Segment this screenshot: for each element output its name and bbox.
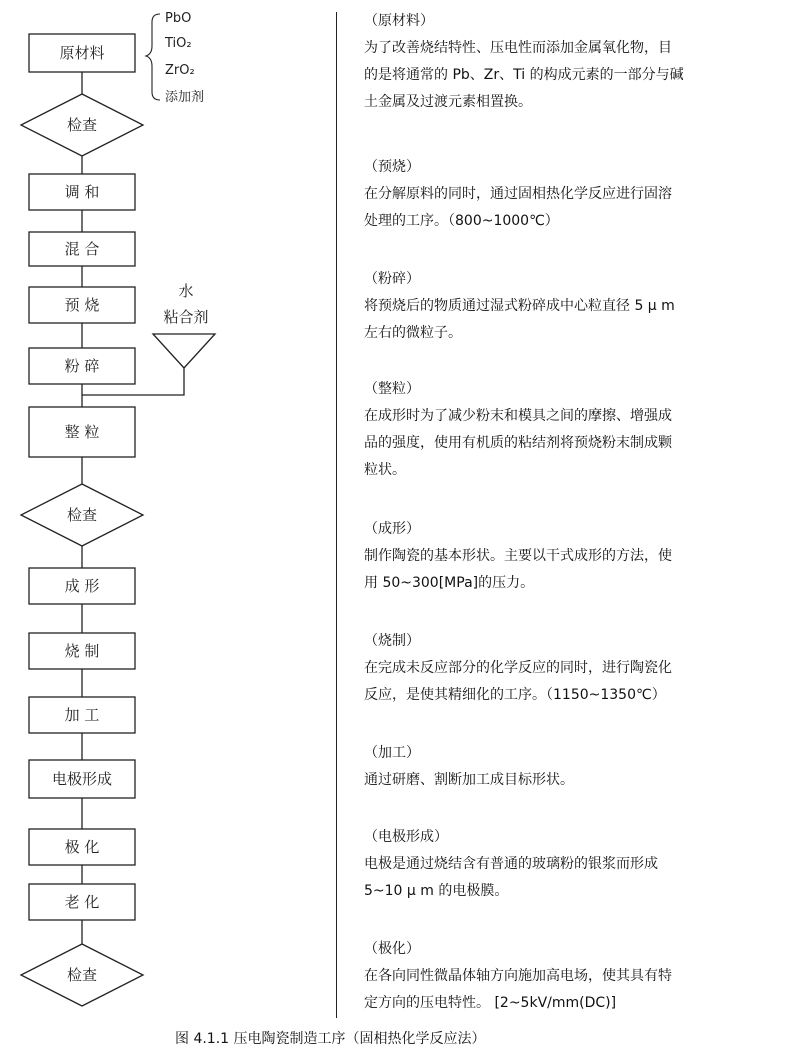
note-title: （预烧） [364, 159, 420, 175]
note-section [364, 378, 779, 484]
note-line: 在成形时为了减少粉末和模具之间的摩擦、增强成 [364, 408, 672, 424]
note-line: 5~10 μ m 的电极膜。 [364, 883, 509, 899]
note-section [364, 156, 779, 235]
raw-material-label: 添加剂 [165, 90, 205, 105]
note-line: 通过研磨、割断加工成目标形状。 [364, 772, 574, 788]
note-line: 电极是通过烧结含有普通的玻璃粉的银浆而形成 [364, 856, 658, 872]
step-label: 极 化 [64, 838, 100, 856]
note-title: （电极形成） [364, 829, 448, 845]
note-body [364, 293, 779, 347]
note-title: （加工） [364, 745, 420, 761]
step-label: 混 合 [64, 240, 100, 258]
step-label: 预 烧 [64, 296, 100, 314]
note-line: 在分解原料的同时，通过固相热化学反应进行固溶 [364, 186, 672, 202]
note-line: 在完成未反应部分的化学反应的同时，进行陶瓷化 [364, 660, 672, 676]
note-section [364, 742, 779, 794]
step-label: 检查 [66, 506, 98, 524]
note-title: （原材料） [364, 13, 434, 29]
note-line: 定方向的压电特性。 [2~5kV/mm(DC)] [364, 995, 617, 1011]
note-line: 用 50~300[MPa]的压力。 [364, 575, 535, 591]
note-line: 的是将通常的 Pb、Zr、Ti 的构成元素的一部分与碱 [364, 67, 684, 83]
step-label: 调 和 [64, 183, 100, 201]
note-section [364, 10, 779, 116]
note-line: 粒状。 [364, 462, 406, 478]
note-body [364, 767, 779, 794]
note-title: （粉碎） [364, 271, 420, 287]
note-section [364, 938, 779, 1017]
figure-caption: 图 4.1.1 压电陶瓷制造工序（固相热化学反应法） [175, 1031, 486, 1047]
step-label: 加 工 [64, 706, 100, 724]
note-body [364, 655, 779, 709]
raw-material-label: PbO [165, 11, 192, 26]
step-label: 烧 制 [64, 642, 100, 660]
note-section [364, 268, 779, 347]
step-label: 检查 [66, 116, 98, 134]
binder-label-agent: 粘合剂 [163, 308, 209, 326]
note-body [364, 181, 779, 235]
note-section [364, 518, 779, 597]
note-line: 制作陶瓷的基本形状。主要以干式成形的方法，使 [364, 548, 672, 564]
note-line: 品的强度，使用有机质的粘结剂将预烧粉末制成颗 [364, 435, 672, 451]
note-body [364, 35, 779, 116]
note-line: 处理的工序。（800~1000℃） [364, 213, 559, 229]
note-section [364, 826, 779, 905]
note-body [364, 963, 779, 1017]
note-line: 在各向同性微晶体轴方向施加高电场，使其具有特 [364, 968, 672, 984]
step-label: 原材料 [59, 44, 105, 62]
note-line: 土金属及过渡元素相置换。 [364, 94, 532, 110]
note-title: （极化） [364, 941, 420, 957]
note-line: 左右的微粒子。 [364, 325, 462, 341]
note-line: 反应，是使其精细化的工序。（1150~1350℃） [364, 687, 666, 703]
note-title: （成形） [364, 521, 420, 537]
step-label: 检查 [66, 966, 98, 984]
note-line: 将预烧后的物质通过湿式粉碎成中心粒直径 5 μ m [364, 298, 675, 314]
binder-label-water: 水 [178, 282, 194, 300]
step-label: 电极形成 [51, 770, 113, 788]
note-title: （烧制） [364, 633, 420, 649]
step-label: 整 粒 [64, 423, 100, 441]
note-body [364, 851, 779, 905]
note-section [364, 630, 779, 709]
note-body [364, 543, 779, 597]
binder-funnel [153, 334, 215, 368]
note-line: 为了改善烧结特性、压电性而添加金属氧化物，目 [364, 40, 672, 56]
note-title: （整粒） [364, 381, 420, 397]
column-divider [336, 12, 337, 1018]
step-label: 成 形 [64, 577, 100, 595]
raw-material-label: TiO₂ [165, 36, 192, 51]
step-label: 粉 碎 [64, 357, 100, 375]
process-flowchart [0, 0, 335, 1030]
material-brace [146, 14, 160, 100]
note-body [364, 403, 779, 484]
raw-material-label: ZrO₂ [165, 63, 195, 78]
step-label: 老 化 [64, 893, 100, 911]
